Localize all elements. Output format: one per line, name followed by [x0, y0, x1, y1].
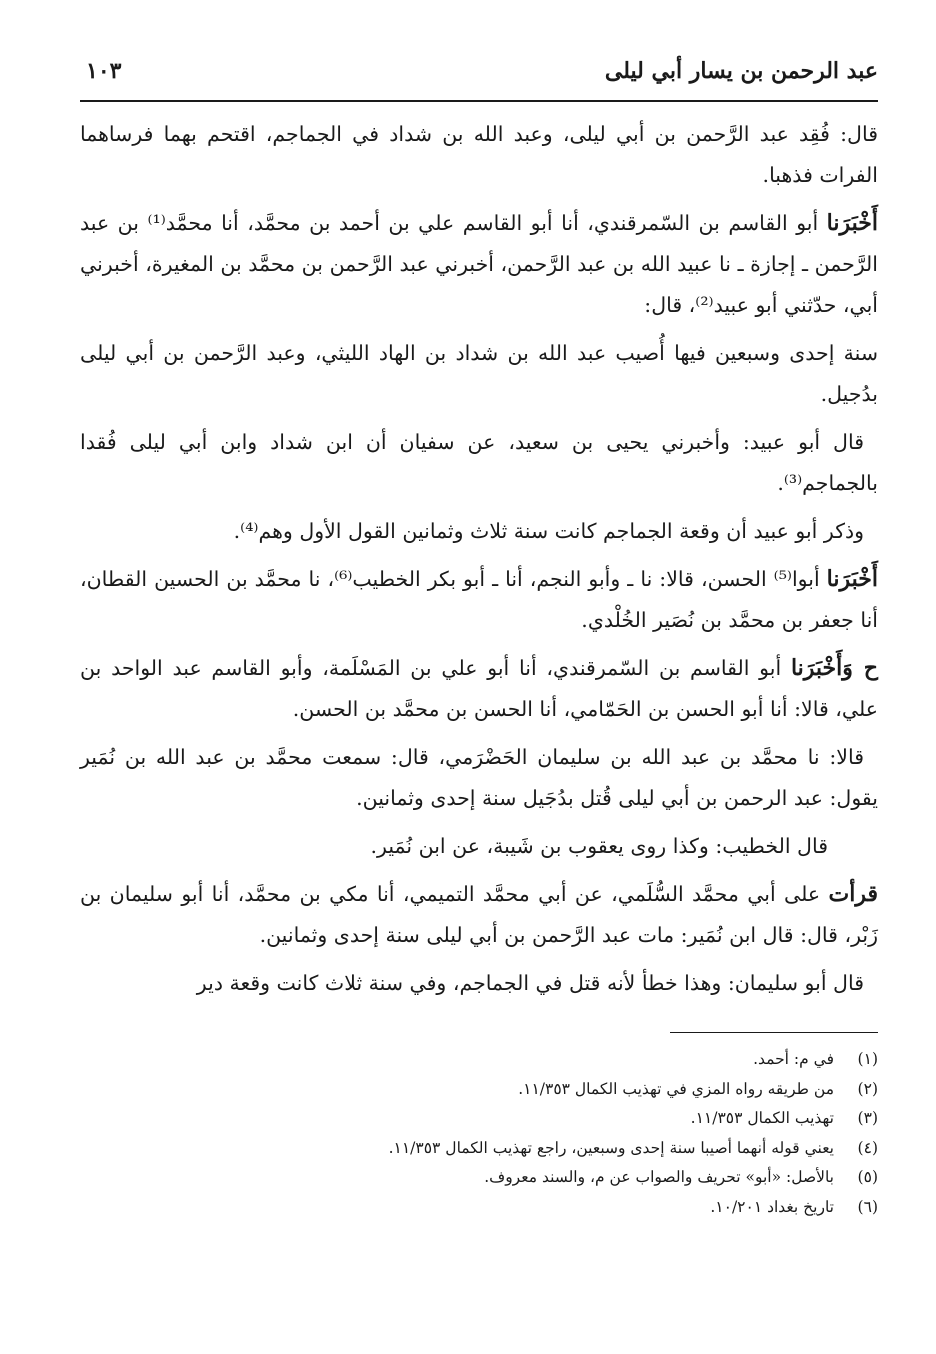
- footnote: [80, 1193, 878, 1223]
- main-text: [80, 114, 878, 1004]
- footnote-text: بالأصل: «أبو» تحريف والصواب عن م، والسند معروف.: [484, 1168, 834, 1186]
- footnote-text: يعني قوله أنهما أصيبا سنة إحدى وسبعين، راجع تهذيب الكمال ١١/٣٥٣.: [388, 1138, 834, 1157]
- footnote-number: (١): [857, 1050, 878, 1068]
- paragraph-text: قال الخطيب: وكذا روى يعقوب بن شَيبة، عن ابن نُمَير.: [370, 834, 828, 858]
- paragraph-text: وذكر أبو عبيد أن وقعة الجماجم كانت سنة ثلاث وثمانين القول الأول وهم⁽⁴⁾.: [233, 519, 864, 543]
- running-header: [80, 58, 878, 102]
- paragraph-text: أبو القاسم بن السّمرقندي، أنا أبو القاسم علي بن أحمد بن محمَّد، أنا محمَّد⁽¹⁾ بن عبد الرَّحمن ـ إجازة ـ نا عبيد الله بن عبد الرَّحمن، أخبرني عبد الرَّحمن بن محمَّد بن المغيرة، أخبرني أبي، حدّثني أبو عبيد⁽²⁾، قال:: [80, 211, 878, 317]
- footnote-text: من طريقه رواه المزي في تهذيب الكمال ١١/٣٥٣.: [518, 1079, 834, 1098]
- page-number: ١٠٣: [86, 58, 122, 84]
- paragraph-text: قال: فُقِد عبد الرَّحمن بن أبي ليلى، وعبد الله بن شداد في الجماجم، اقتحم بهما فرساهما الفرات فذهبا.: [80, 122, 878, 187]
- paragraph-text: سنة إحدى وسبعين فيها أُصيب عبد الله بن شداد بن الهاد الليثي، وعبد الرَّحمن بن أبي ليلى بدُجيل.: [80, 341, 878, 406]
- paragraph: [80, 826, 878, 867]
- footnote-number: (٥): [857, 1168, 878, 1186]
- paragraph: [80, 114, 878, 196]
- paragraph: [80, 874, 878, 956]
- book-page: [80, 58, 878, 1222]
- paragraph-text: قال أبو عبيد: وأخبرني يحيى بن سعيد، عن سفيان أن ابن شداد وابن أبي ليلى فُقدا بالجماجم⁽³⁾.: [80, 430, 878, 495]
- paragraph-lead: قرأت: [828, 881, 878, 907]
- paragraph-text: أبو القاسم بن السّمرقندي، أنا أبو علي بن المَسْلَمة، وأبو القاسم عبد الواحد بن علي، قالا: أنا أبو الحسن بن الحَمّامي، أنا الحسن بن محمَّد بن الحسن.: [80, 656, 878, 721]
- paragraph: [80, 963, 878, 1004]
- paragraph: [80, 737, 878, 819]
- footnote-text: في م: أحمد.: [753, 1050, 834, 1068]
- paragraph-text: قال أبو سليمان: وهذا خطأ لأنه قتل في الجماجم، وفي سنة ثلاث كانت وقعة دير: [196, 971, 864, 995]
- footnote-number: (٤): [857, 1138, 878, 1157]
- footnote-text: تاريخ بغداد ١٠/٢٠١.: [710, 1197, 834, 1216]
- paragraph: [80, 648, 878, 730]
- footnote: [80, 1163, 878, 1193]
- footnote: [80, 1104, 878, 1134]
- footnote-number: (٢): [857, 1079, 878, 1098]
- footnote: [80, 1045, 878, 1075]
- paragraph: [80, 203, 878, 326]
- footnote-number: (٣): [857, 1109, 878, 1127]
- paragraph-text: على أبي محمَّد السُّلَمي، عن أبي محمَّد التميمي، أنا مكي بن محمَّد، أنا أبو سليمان بن زَبْر، قال: قال ابن نُمَير: مات عبد الرَّحمن بن أبي ليلى سنة إحدى وثمانين.: [80, 882, 878, 947]
- paragraph: [80, 333, 878, 415]
- footnotes: [80, 1045, 878, 1222]
- footnote: [80, 1134, 878, 1164]
- running-title: عبد الرحمن بن يسار أبي ليلى: [604, 58, 878, 84]
- paragraph: [80, 511, 878, 552]
- paragraph: [80, 422, 878, 504]
- paragraph-lead: أَخْبَرَنا: [826, 210, 878, 236]
- paragraph-lead: أَخْبَرَنا: [826, 566, 878, 592]
- paragraph-lead: ح وَأَخْبَرَنا: [790, 655, 878, 681]
- footnote-number: (٦): [857, 1197, 878, 1216]
- paragraph-text: أبوا⁽⁵⁾ الحسن، قالا: نا ـ وأبو النجم، أنا ـ أبو بكر الخطيب⁽⁶⁾، نا محمَّد بن الحسين القطان، أنا جعفر بن محمَّد بن نُصَير الخُلْدي.: [80, 567, 878, 632]
- paragraph-text: قالا: نا محمَّد بن عبد الله بن سليمان الحَضْرَمي، قال: سمعت محمَّد بن عبد الله بن نُمَير يقول: عبد الرحمن بن أبي ليلى قُتل بدُجَيل سنة إحدى وثمانين.: [80, 745, 878, 810]
- footnote: [80, 1075, 878, 1105]
- footnote-text: تهذيب الكمال ١١/٣٥٣.: [690, 1109, 834, 1127]
- footnote-separator: [670, 1032, 878, 1033]
- paragraph: [80, 559, 878, 641]
